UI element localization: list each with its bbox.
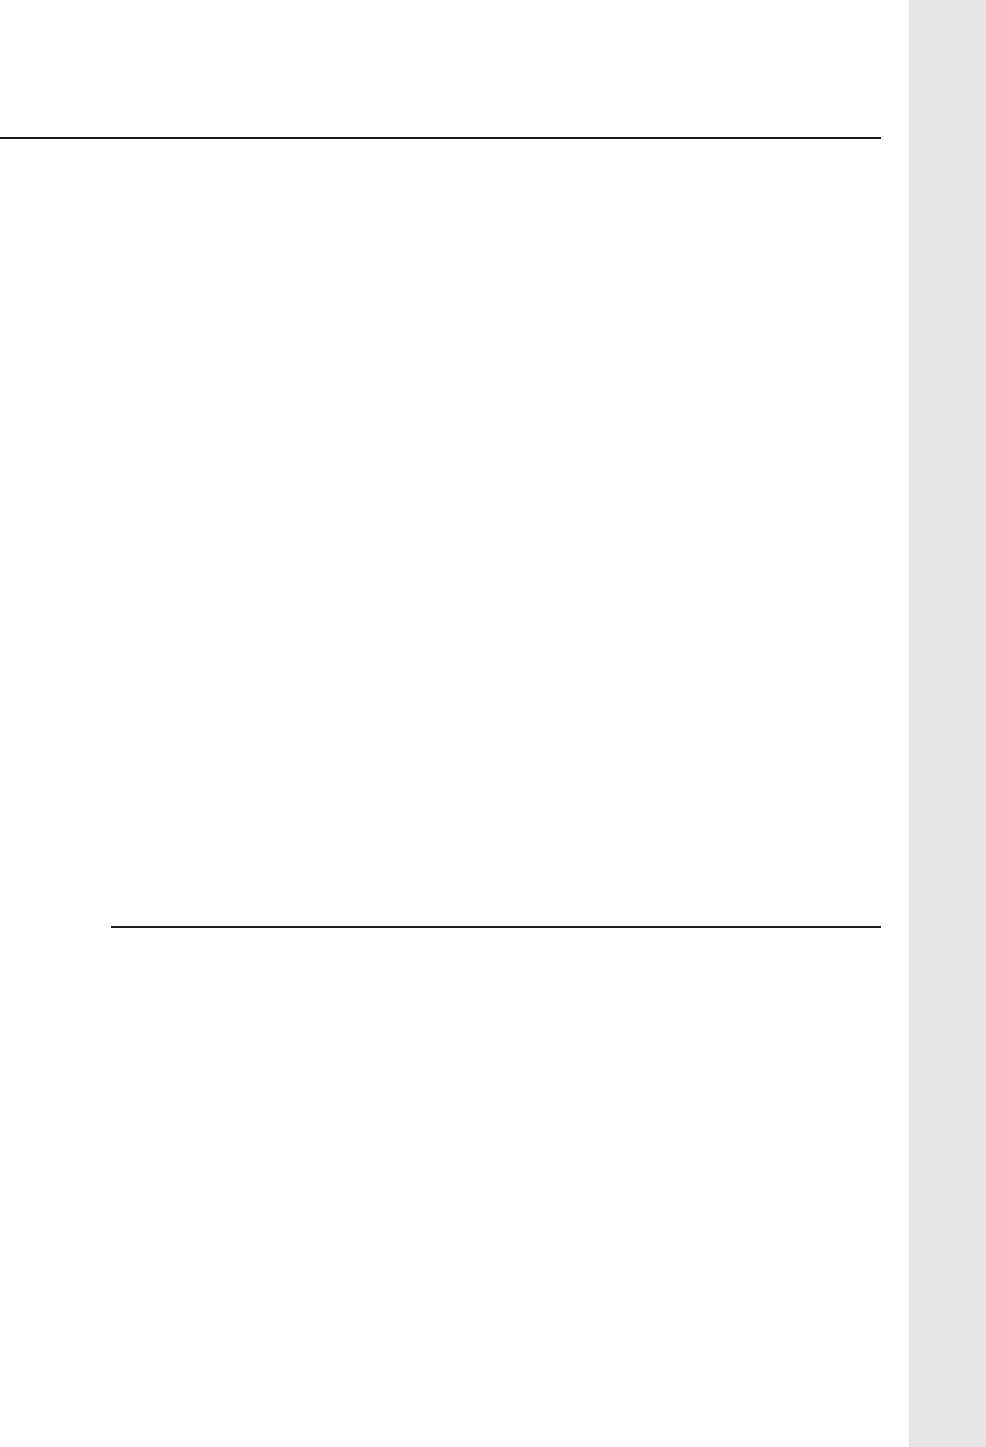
side-margin-panel [909,0,986,1447]
chapter-rule [111,926,881,928]
header-rule [0,137,881,139]
